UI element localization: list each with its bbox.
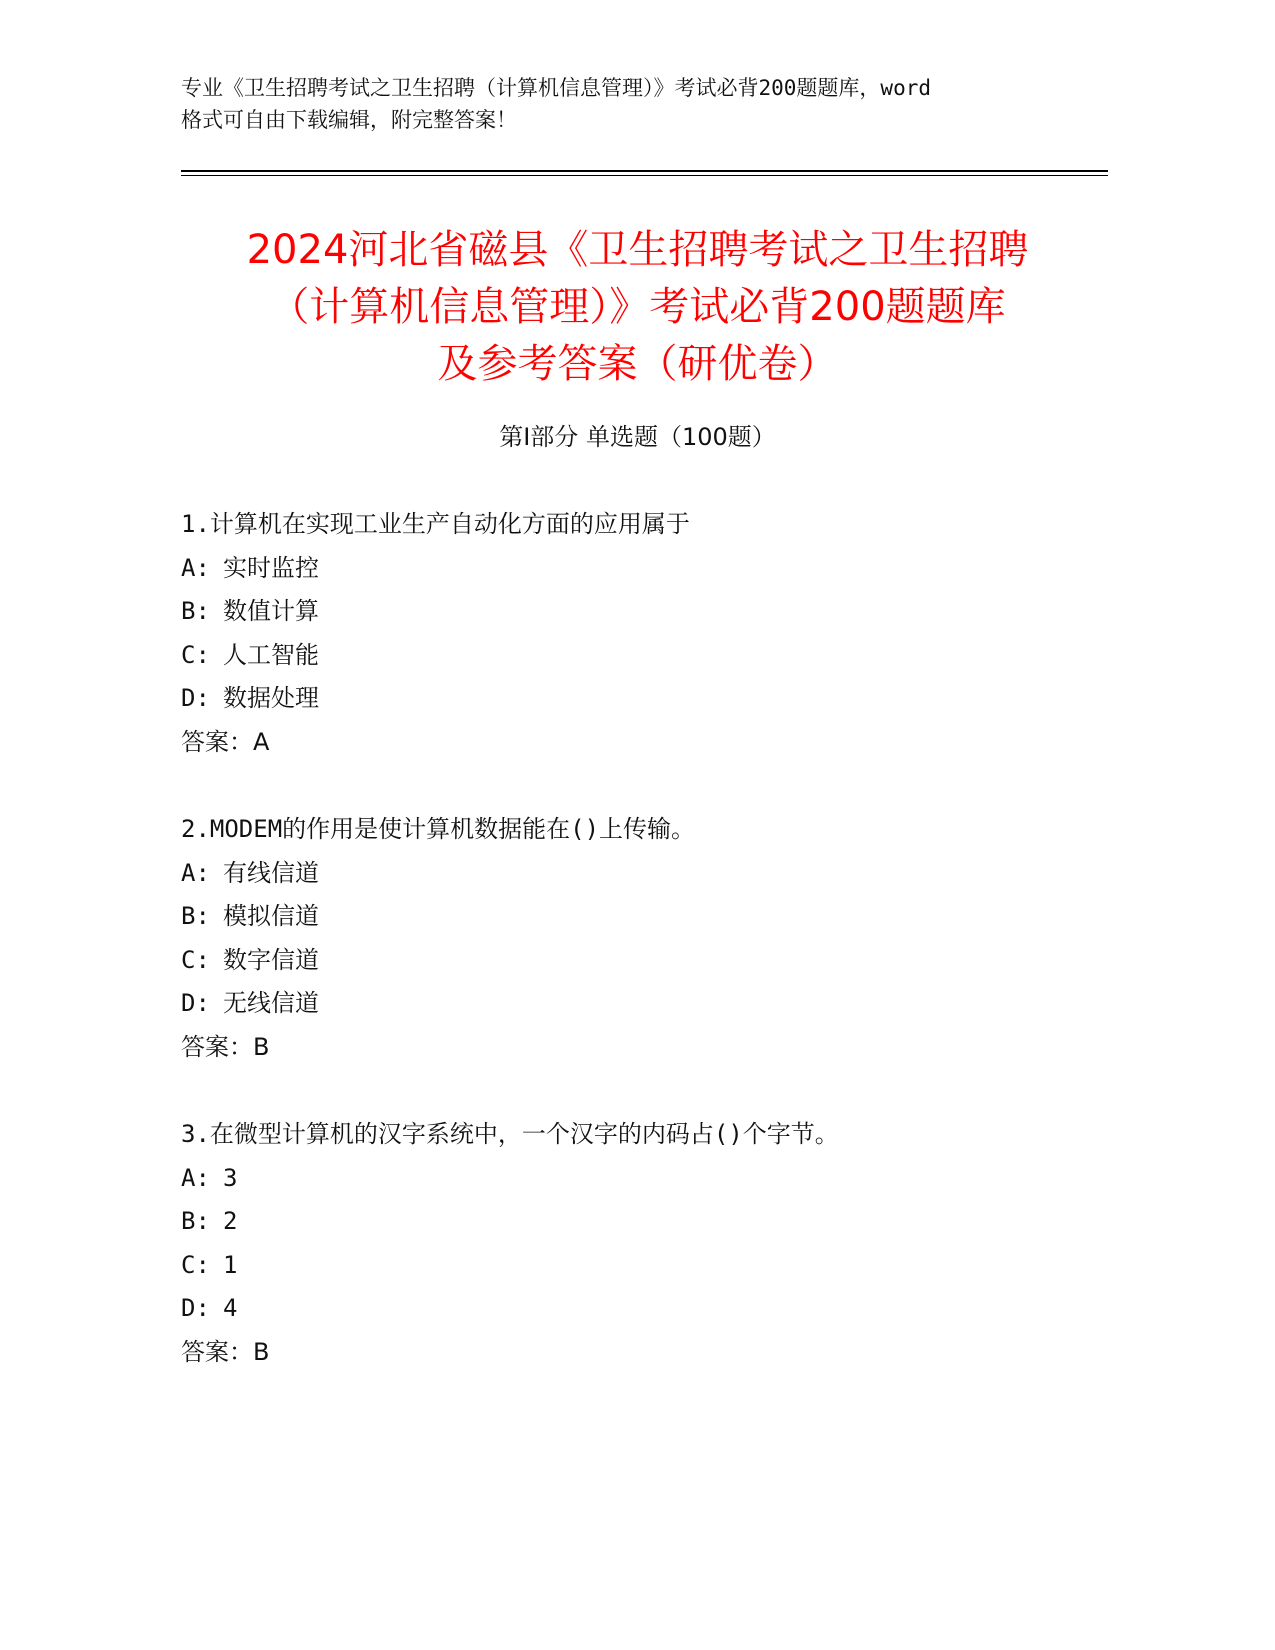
option-letter: D:	[181, 1294, 210, 1322]
question-item	[181, 808, 1081, 1069]
document-title-line-3: 及参考答案（研优卷）	[437, 341, 838, 387]
option-text: 数据处理	[223, 684, 319, 712]
header-divider-thin	[181, 175, 1108, 176]
option-letter: C:	[181, 945, 210, 974]
answer-line: 答案：A	[181, 727, 270, 756]
question-text: 3.在微型计算机的汉字系统中，一个汉字的内码占()个字节。	[181, 1120, 839, 1148]
header-divider-thick	[181, 170, 1108, 172]
question-text: 1.计算机在实现工业生产自动化方面的应用属于	[181, 510, 690, 538]
option-b	[181, 590, 1081, 634]
option-letter: C:	[181, 640, 210, 669]
option-letter: D:	[181, 684, 210, 712]
option-letter: B:	[181, 597, 210, 625]
option-b	[181, 1200, 1081, 1244]
option-letter: C:	[181, 1250, 210, 1279]
document-title	[160, 222, 1115, 393]
option-text: 2	[223, 1207, 238, 1235]
header-note-line-2: 格式可自由下载编辑，附完整答案！	[181, 108, 517, 132]
option-text: 模拟信道	[223, 902, 319, 930]
option-c	[181, 1244, 1081, 1288]
option-a	[181, 547, 1081, 591]
answer-line: 答案：B	[181, 1337, 270, 1366]
option-b	[181, 895, 1081, 939]
option-a	[181, 852, 1081, 896]
document-title-line-1: 2024河北省磁县《卫生招聘考试之卫生招聘	[246, 227, 1029, 273]
option-d	[181, 982, 1081, 1026]
header-note	[181, 72, 1061, 136]
option-text: 数值计算	[223, 597, 319, 625]
option-d	[181, 677, 1081, 721]
option-d	[181, 1287, 1081, 1331]
option-text: 4	[223, 1294, 238, 1322]
option-c	[181, 939, 1081, 983]
option-letter: D:	[181, 989, 210, 1017]
option-letter: A:	[181, 1163, 210, 1192]
question-item	[181, 503, 1081, 764]
option-text: 人工智能	[223, 640, 319, 669]
option-text: 数字信道	[223, 945, 319, 974]
option-text: 3	[223, 1163, 238, 1192]
option-text: 1	[223, 1250, 238, 1279]
question-text: 2.MODEM的作用是使计算机数据能在()上传输。	[181, 815, 696, 843]
option-a	[181, 1157, 1081, 1201]
section-heading: 第Ⅰ部分 单选题（100题）	[499, 423, 776, 451]
option-text: 有线信道	[223, 858, 319, 887]
option-letter: A:	[181, 553, 210, 582]
option-text: 无线信道	[223, 989, 319, 1017]
answer-line: 答案：B	[181, 1032, 270, 1061]
option-c	[181, 634, 1081, 678]
option-letter: A:	[181, 858, 210, 887]
header-note-line-1: 专业《卫生招聘考试之卫生招聘（计算机信息管理）》考试必背200题题库，word	[181, 76, 931, 100]
question-item	[181, 1113, 1081, 1374]
document-title-line-2: （计算机信息管理）》考试必背200题题库	[269, 284, 1006, 330]
option-letter: B:	[181, 902, 210, 930]
option-text: 实时监控	[223, 553, 319, 582]
option-letter: B:	[181, 1207, 210, 1235]
